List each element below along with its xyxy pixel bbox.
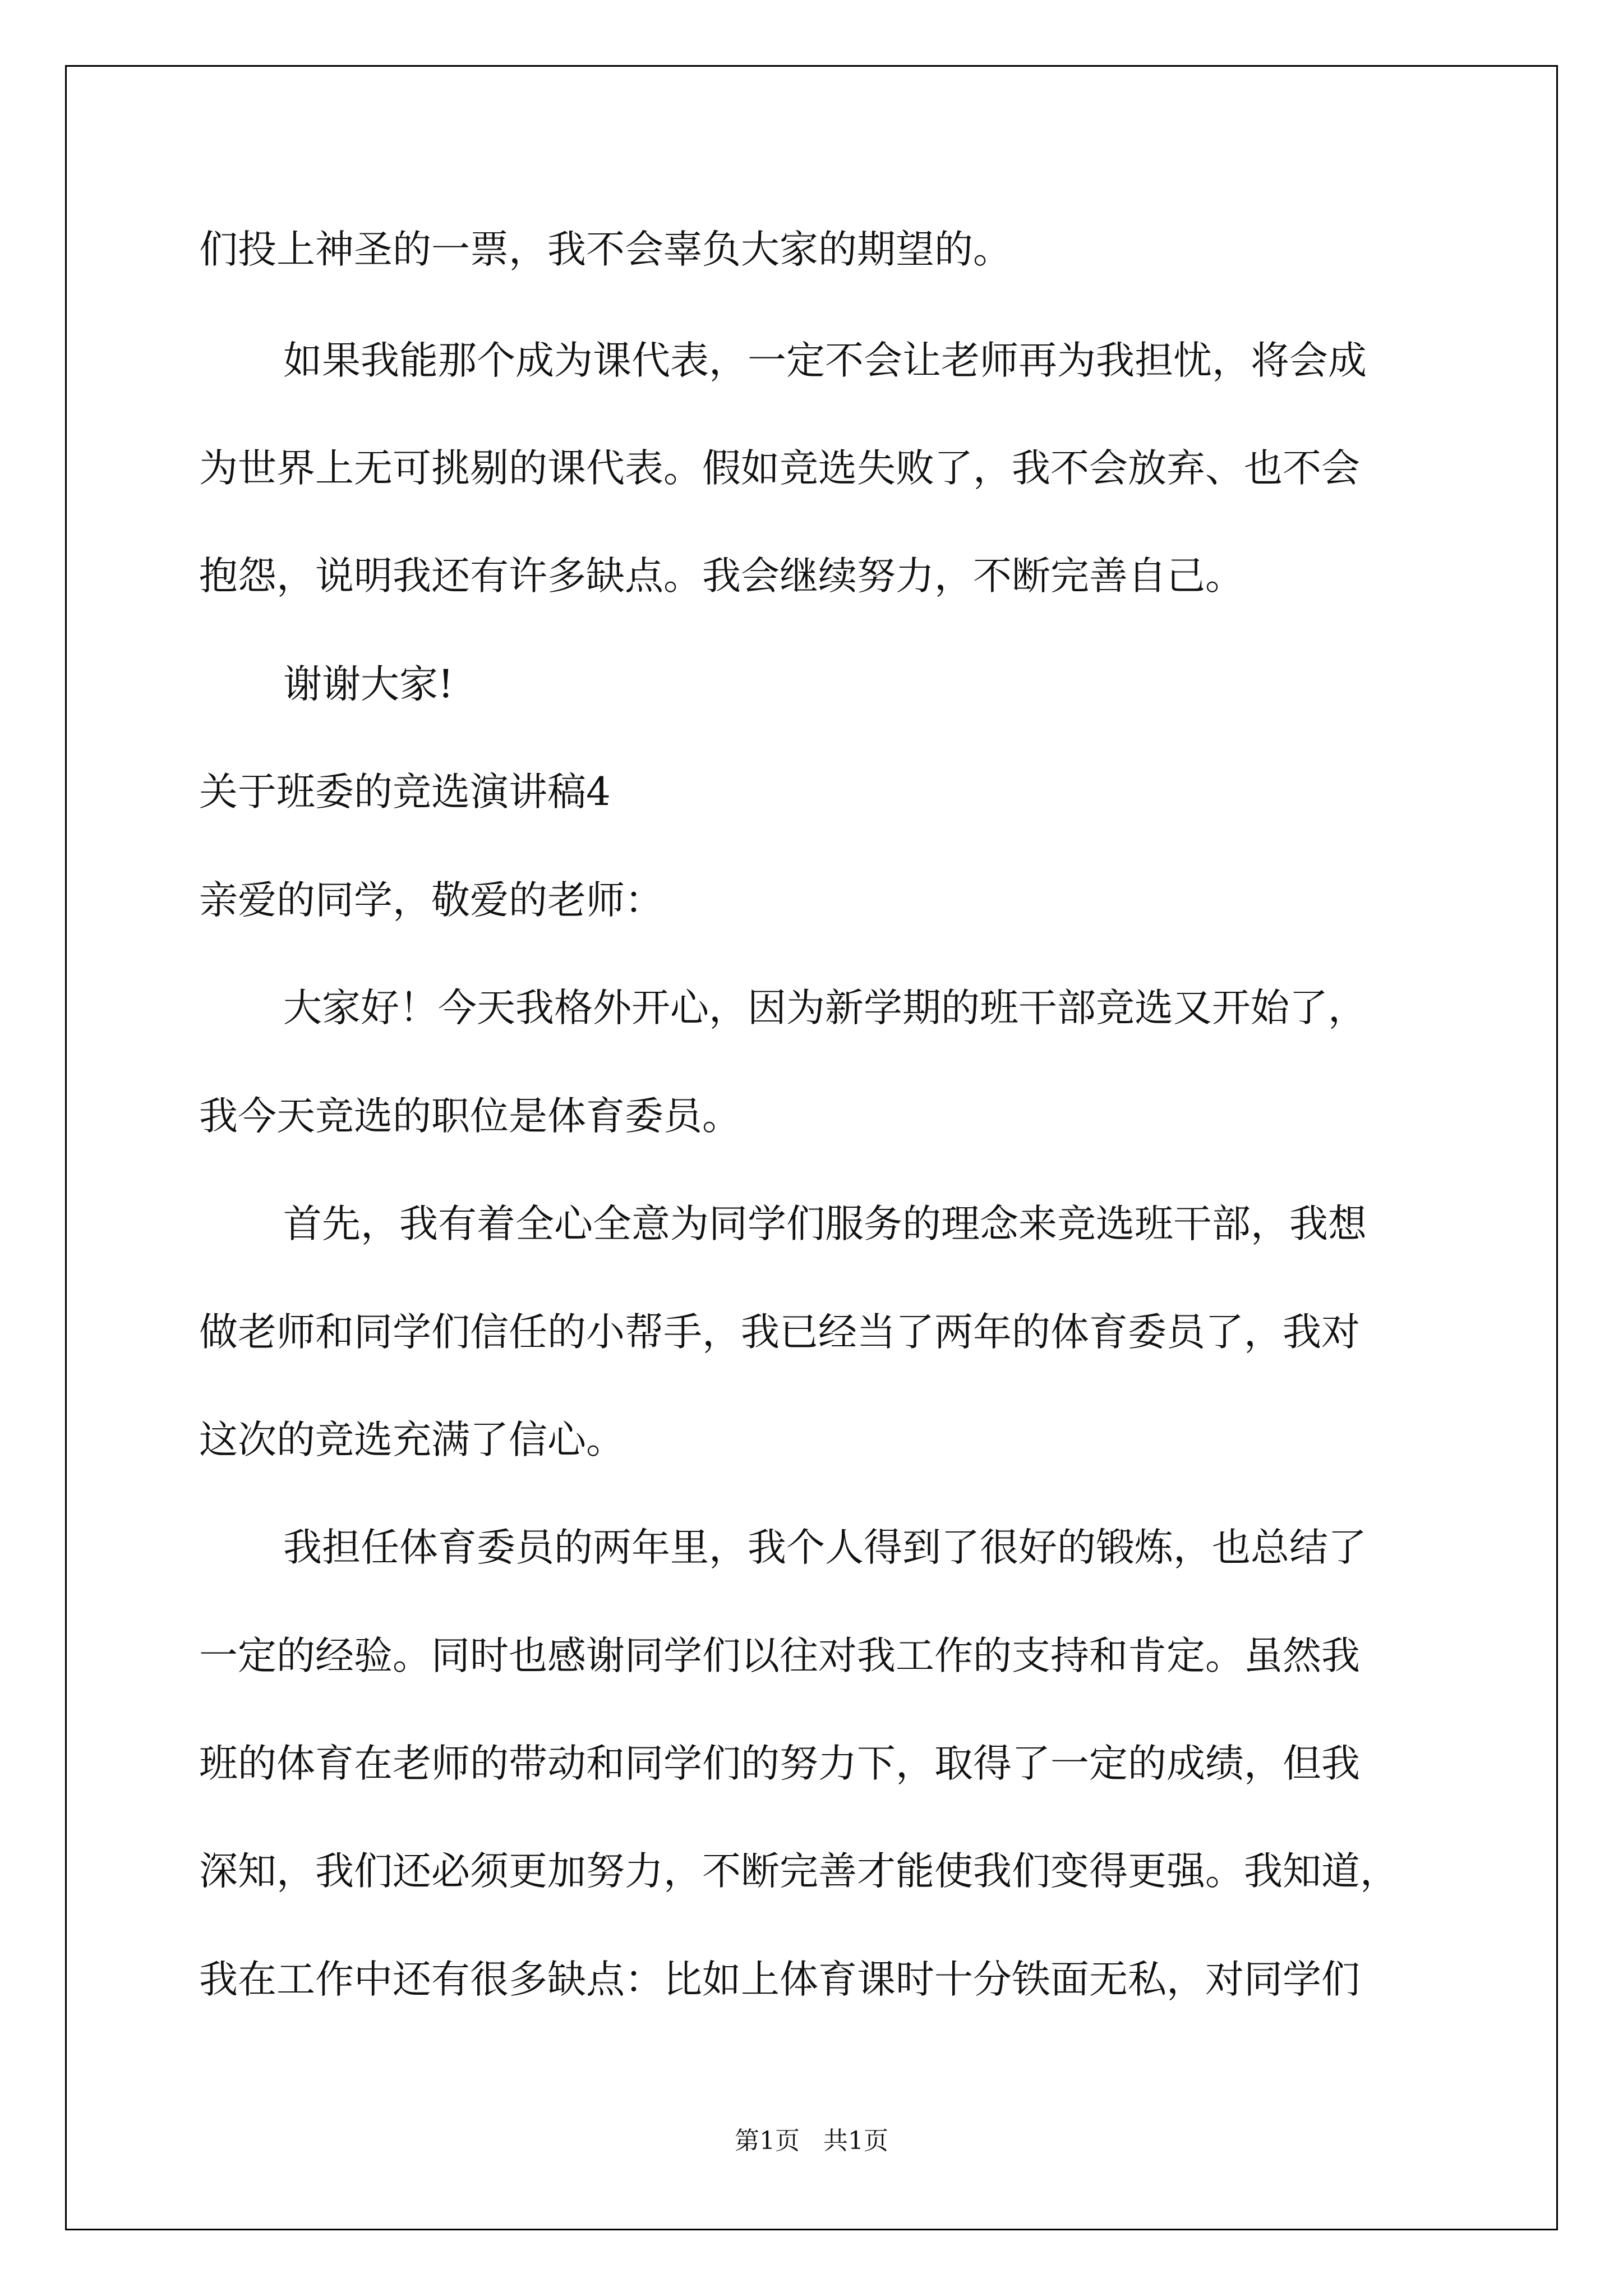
page-border (65, 65, 1558, 2230)
body-line: 我在工作中还有很多缺点：比如上体育课时十分铁面无私，对同学们 (199, 1957, 1360, 2002)
paragraph-line: 首先，我有着全心全意为同学们服务的理念来竞选班干部，我想 (283, 1202, 1367, 1246)
salutation: 亲爱的同学，敬爱的老师： (199, 878, 663, 923)
body-line: 们投上神圣的一票，我不会辜负大家的期望的。 (199, 227, 1012, 272)
body-line: 抱怨，说明我还有许多缺点。我会继续努力，不断完善自己。 (199, 554, 1244, 599)
body-line: 一定的经验。同时也感谢同学们以往对我工作的支持和肯定。虽然我 (199, 1634, 1360, 1678)
body-line: 做老师和同学们信任的小帮手，我已经当了两年的体育委员了，我对 (199, 1310, 1360, 1355)
paragraph-line: 大家好！今天我格外开心，因为新学期的班干部竞选又开始了， (283, 986, 1367, 1030)
body-line: 我今天竞选的职位是体育委员。 (199, 1094, 741, 1139)
body-line: 深知，我们还必须更加努力，不断完善才能使我们变得更强。我知道， (199, 1849, 1399, 1894)
closing-line: 谢谢大家! (283, 662, 454, 707)
section-heading: 关于班委的竞选演讲稿4 (199, 770, 611, 815)
page-footer: 第1页 共1页 (735, 2127, 888, 2155)
body-line: 这次的竞选充满了信心。 (199, 1418, 625, 1462)
paragraph-line: 如果我能那个成为课代表，一定不会让老师再为我担忧，将会成 (283, 338, 1367, 383)
paragraph-line: 我担任体育委员的两年里，我个人得到了很好的锻炼，也总结了 (283, 1525, 1367, 1570)
body-line: 为世界上无可挑剔的课代表。假如竞选失败了，我不会放弃、也不会 (199, 446, 1360, 491)
body-line: 班的体育在老师的带动和同学们的努力下，取得了一定的成绩，但我 (199, 1741, 1360, 1786)
